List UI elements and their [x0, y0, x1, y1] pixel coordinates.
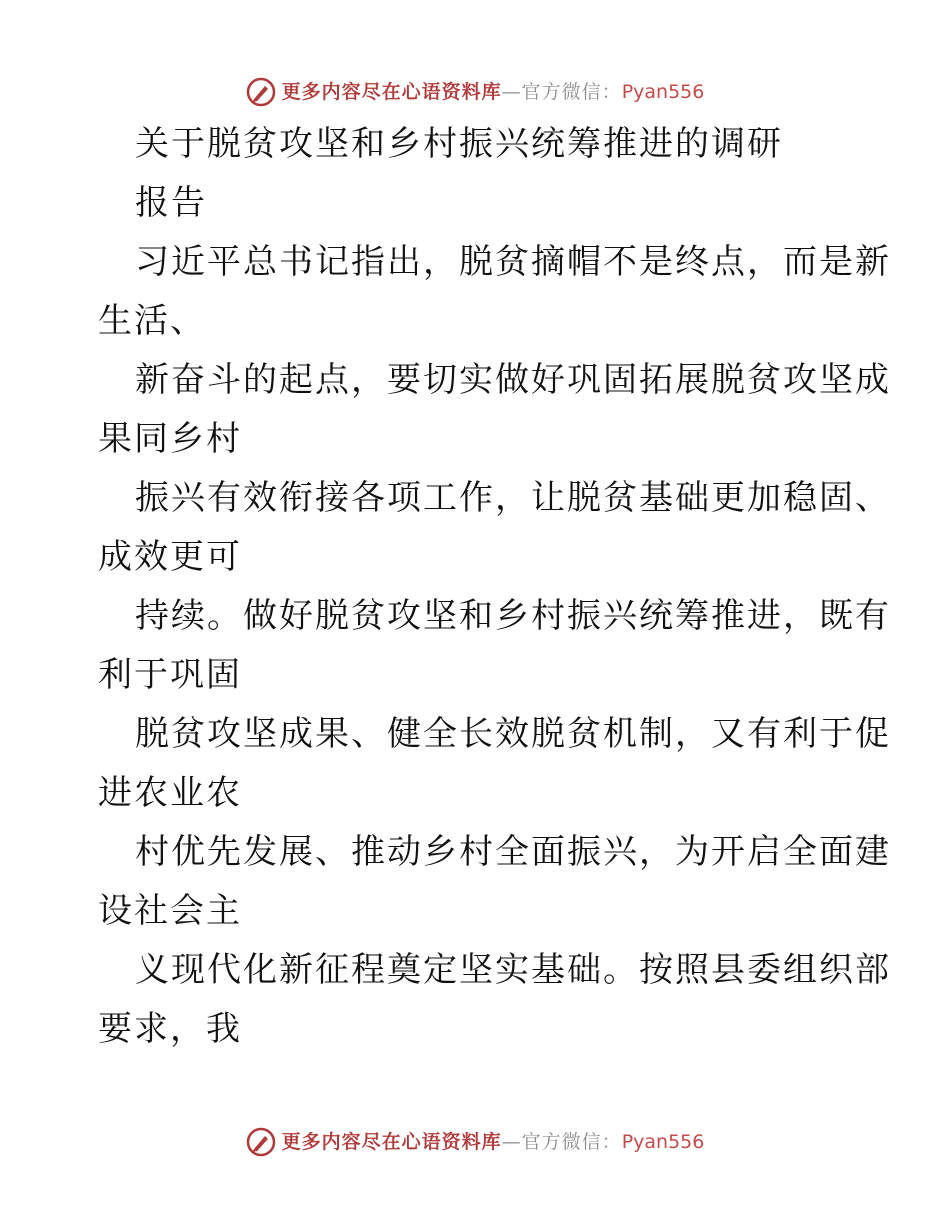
document-title-line-2: 报告: [135, 183, 207, 223]
watermark-wechat-label: 官方微信：: [521, 1131, 622, 1153]
paragraph-line: 振兴有效衔接各项工作，让脱贫基础更加稳固、: [135, 478, 891, 518]
paragraph-line: 脱贫攻坚成果、健全长效脱贫机制，又有利于促: [135, 714, 891, 754]
paragraph-line: 生活、: [98, 301, 206, 341]
paragraph-line: 村优先发展、推动乡村全面振兴，为开启全面建: [135, 832, 891, 872]
paragraph-line: 设社会主: [98, 891, 242, 931]
watermark-brand: 更多内容尽在心语资料库: [281, 81, 502, 103]
paragraph-line: 持续。做好脱贫攻坚和乡村振兴统筹推进，既有: [135, 596, 891, 636]
pen-nib-circle-icon: [246, 1127, 276, 1157]
watermark-dash: —: [501, 81, 522, 103]
document-title-line-1: 关于脱贫攻坚和乡村振兴统筹推进的调研: [135, 124, 783, 164]
watermark-footer: [0, 1127, 950, 1157]
paragraph-line: 义现代化新征程奠定坚实基础。按照县委组织部: [135, 950, 891, 990]
paragraph-line: 成效更可: [98, 537, 242, 577]
watermark-header: [0, 77, 950, 107]
watermark-brand: 更多内容尽在心语资料库: [281, 1131, 502, 1153]
paragraph-line: 新奋斗的起点，要切实做好巩固拓展脱贫攻坚成: [135, 360, 891, 400]
paragraph-line: 果同乡村: [98, 419, 242, 459]
paragraph-line: 要求，我: [98, 1009, 242, 1049]
paragraph-line: 利于巩固: [98, 655, 242, 695]
watermark-wechat-id: Pyan556: [621, 1131, 705, 1153]
paragraph-line: 进农业农: [98, 773, 242, 813]
pen-nib-circle-icon: [246, 77, 276, 107]
paragraph-line: 习近平总书记指出，脱贫摘帽不是终点，而是新: [135, 242, 891, 282]
watermark-dash: —: [501, 1131, 522, 1153]
watermark-wechat-label: 官方微信：: [521, 81, 622, 103]
watermark-wechat-id: Pyan556: [621, 81, 705, 103]
